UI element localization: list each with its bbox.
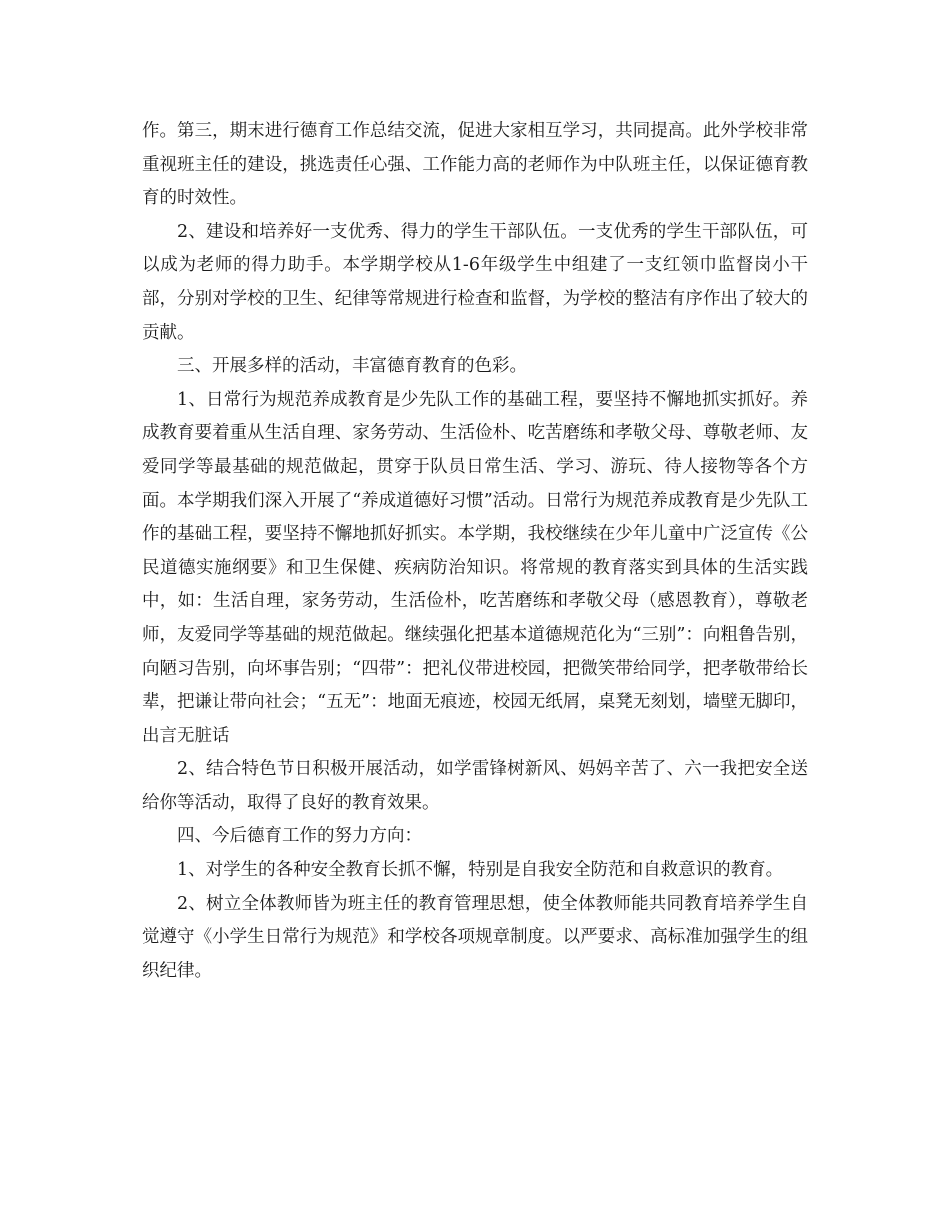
- paragraph-8: 2、树立全体教师皆为班主任的教育管理思想，使全体教师能共同教育培养学生自觉遵守《小学生日常行为规范》和学校各项规章制度。以严要求、高标准加强学生的组织纪律。: [142, 893, 808, 981]
- section-heading-4: 四、今后德育工作的努力方向：: [177, 826, 422, 847]
- paragraph-4: 1、日常行为规范养成教育是少先队工作的基础工程，要坚持不懈地抓实抓好。养成教育要着重从生活自理、家务劳动、生活俭朴、吃苦磨练和孝敬父母、尊敬老师、友爱同学等最基础的规范做起，贯穿于队员日常生活、学习、游玩、待人接物等各个方面。本学期我们深入开展了“养成道德好习惯”活动。日常行为规范养成教育是少先队工作的基础工程，要坚持不懈地抓好抓实。本学期，我校继续在少年儿童中广泛宣传《公民道德实施纲要》和卫生保健、疾病防治知识。将常规的教育落实到具体的生活实践中，如：生活自理，家务劳动，生活俭朴，吃苦磨练和孝敬父母（感恩教育），尊敬老师，友爱同学等基础的规范做起。继续强化把基本道德规范化为“三别”：向粗鲁告别，向陋习告别，向坏事告别；“四带”：把礼仪带进校园，把微笑带给同学，把孝敬带给长辈，把谦让带向社会；“五无”：地面无痕迹，校园无纸屑，桌凳无刻划，墙壁无脚印，出言无脏话: [142, 389, 808, 746]
- paragraph-7: 1、对学生的各种安全教育长抓不懈，特别是自我安全防范和自救意识的教育。: [177, 860, 784, 881]
- paragraph-1: 作。第三，期末进行德育工作总结交流，促进大家相互学习，共同提高。此外学校非常重视班主任的建设，挑选责任心强、工作能力高的老师作为中队班主任，以保证德育教育的时效性。: [142, 121, 808, 209]
- paragraph-5: 2、结合特色节日积极开展活动，如学雷锋树新风、妈妈辛苦了、六一我把安全送给你等活动，取得了良好的教育效果。: [142, 759, 808, 813]
- section-heading-3: 三、开展多样的活动，丰富德育教育的色彩。: [177, 356, 527, 377]
- paragraph-2: 2、建设和培养好一支优秀、得力的学生干部队伍。一支优秀的学生干部队伍，可以成为老师的得力助手。本学期学校从1-6年级学生中组建了一支红领巾监督岗小干部，分别对学校的卫生、纪律等常规进行检查和监督，为学校的整洁有序作出了较大的贡献。: [142, 221, 808, 343]
- document-page: [142, 115, 808, 988]
